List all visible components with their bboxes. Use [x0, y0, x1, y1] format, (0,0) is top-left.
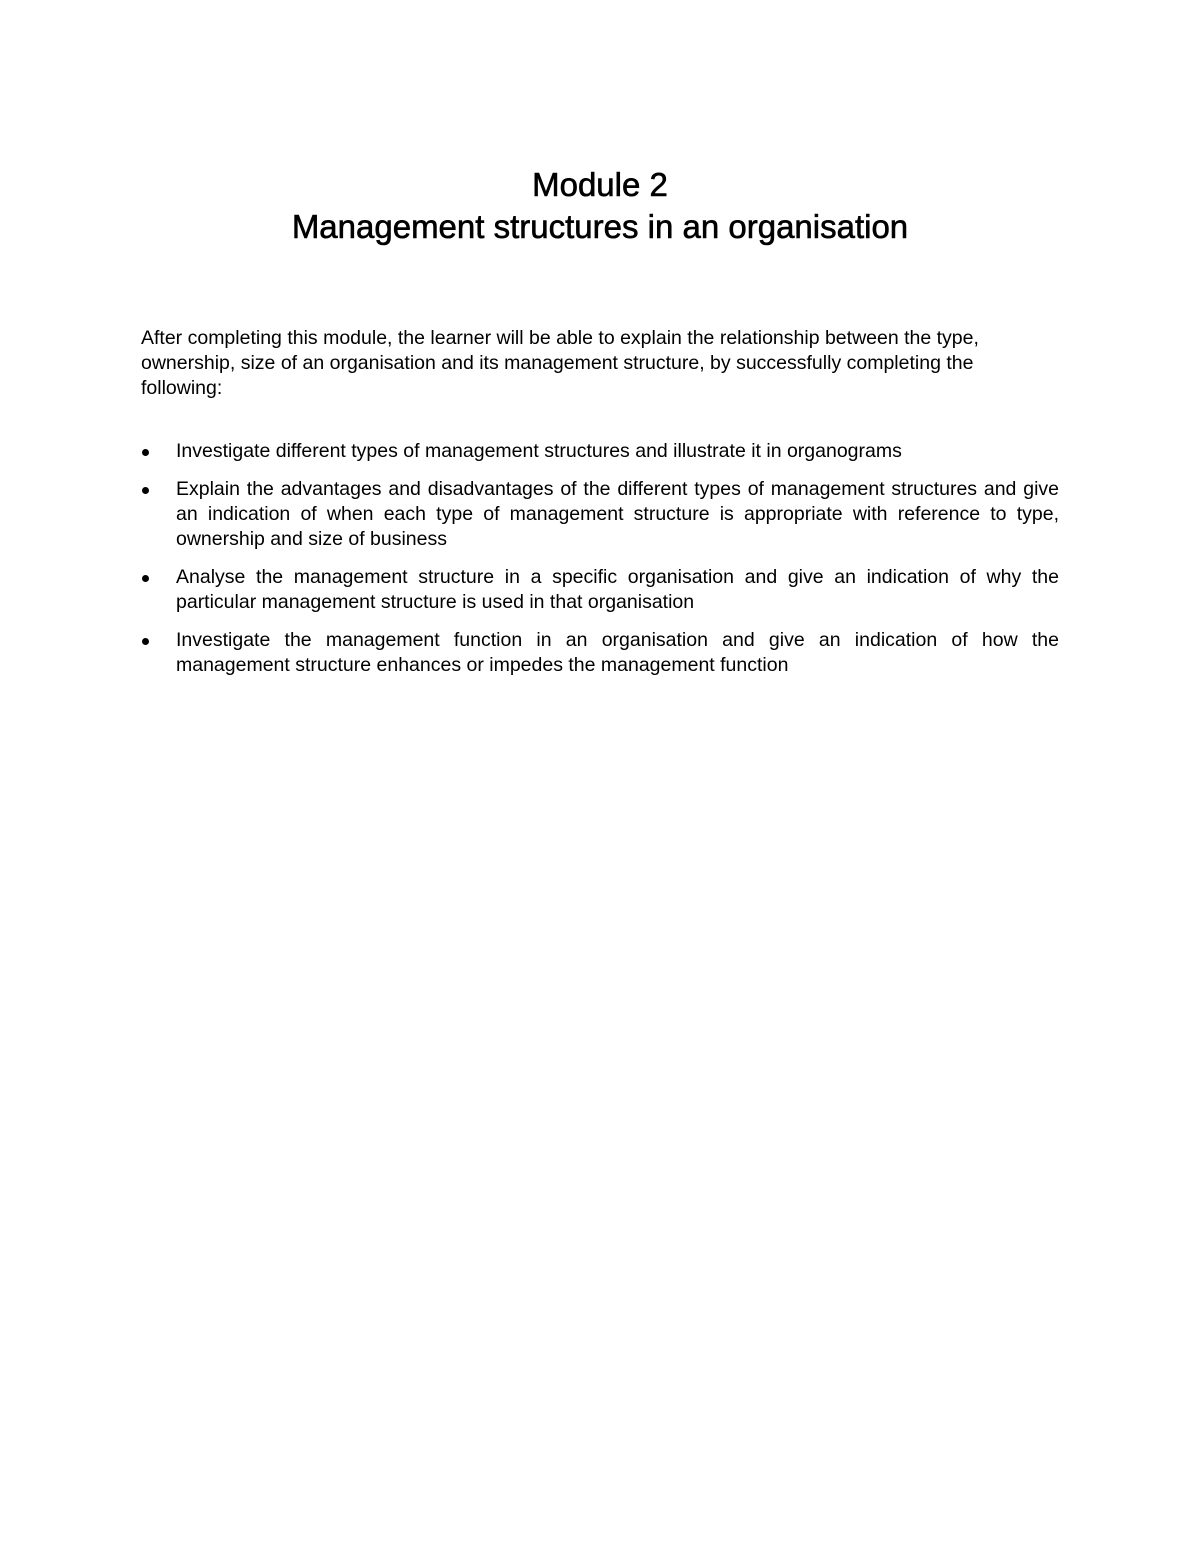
bullet-icon — [142, 449, 149, 456]
list-item — [141, 565, 1059, 615]
list-item — [141, 628, 1059, 678]
intro-paragraph: After completing this module, the learner will be able to explain the relationship between the type, ownership, size of an organisation and its management structure, by successfully completing the following: — [141, 327, 979, 399]
title-block — [0, 164, 1200, 248]
objectives-list — [141, 439, 1059, 691]
objective-text: Investigate different types of management structures and illustrate it in organograms — [176, 440, 902, 462]
bullet-icon — [142, 575, 149, 582]
list-item — [141, 439, 1059, 464]
objective-text: Analyse the management structure in a specific organisation and give an indication of why the particular management structure is used in that organisation — [176, 566, 1059, 613]
bullet-icon — [142, 638, 149, 645]
module-title-heading: Management structures in an organisation — [291, 208, 909, 245]
list-item — [141, 477, 1059, 552]
objective-text: Explain the advantages and disadvantages of the different types of management structures and give an indication of when each type of management structure is appropriate with reference to type, ownership and size of business — [176, 478, 1059, 550]
module-number-heading: Module 2 — [532, 166, 668, 203]
objective-text: Investigate the management function in an organisation and give an indication of how the management structure enhances or impedes the management function — [176, 629, 1059, 676]
bullet-icon — [142, 487, 149, 494]
